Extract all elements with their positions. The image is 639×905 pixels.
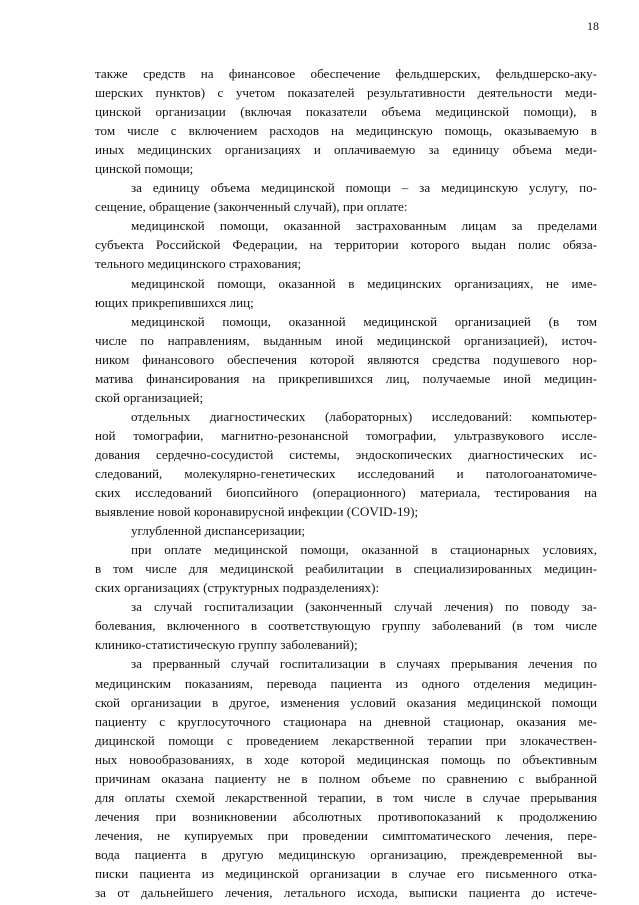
text-line: шерских пунктов) с учетом показателей результативности деятельности меди- [95, 85, 597, 101]
text-line: ской организации в другое, изменения условий оказания медицинской помощи [95, 694, 597, 710]
text-line: за единицу объема медицинской помощи – за медицинскую услугу, по- [131, 180, 597, 196]
text-line: за прерванный случай госпитализации в случаях прерывания лечения по [131, 656, 597, 672]
text-line: лечения, не купируемых при проведении симптоматического лечения, пере- [95, 827, 597, 843]
text-line: медицинской помощи, оказанной медицинской организацией (в том [131, 313, 597, 329]
text-line: в том числе для медицинской реабилитации в специализированных медицин- [95, 561, 597, 577]
text-line: при оплате медицинской помощи, оказанной в стационарных условиях, [131, 542, 597, 558]
text-line: ных новообразованиях, в ходе которой медицинская помощь по объективным [95, 751, 597, 767]
text-line: вода пациента в другую медицинскую организацию, преждевременной вы- [95, 846, 597, 862]
text-line: ющих прикрепившихся лиц; [95, 294, 254, 310]
text-line: отдельных диагностических (лабораторных) исследований: компьютер- [131, 408, 597, 424]
text-line: медицинской помощи, оказанной застрахованным лицам за пределами [131, 218, 597, 234]
text-line: для оплаты схемой лекарственной терапии, в том числе в случае прерывания [95, 789, 597, 805]
text-line: том числе с включением расходов на медицинскую помощь, оказываемую в [95, 123, 597, 139]
text-line: также средств на финансовое обеспечение фельдшерских, фельдшерско-аку- [95, 66, 597, 81]
text-line: тельного медицинского страхования; [95, 256, 302, 272]
text-line: цинской помощи; [95, 161, 194, 177]
text-line: дицинской помощи с проведением лекарственной терапии при злокачествен- [95, 732, 597, 748]
text-line: дования сердечно-сосудистой системы, эндоскопических диагностических ис- [95, 446, 597, 462]
text-line: углубленной диспансеризации; [131, 523, 305, 539]
text-line: за случай госпитализации (законченный случай лечения) по поводу за- [131, 599, 597, 615]
text-line: причинам оказана пациенту не в полном объеме по сравнению с выбранной [95, 770, 597, 786]
text-line: медицинским показаниям, перевода пациента из одного отделения медицин- [95, 675, 597, 691]
text-line: ником финансового обеспечения которой являются средства подушевого нор- [95, 351, 597, 367]
text-line: цинской организации (включая показатели объема медицинской помощи), в [95, 104, 597, 120]
text-line: иных медицинских организациях и оплачиваемую за единицу объема меди- [95, 142, 597, 158]
text-line: пациенту с круглосуточного стационара на дневной стационар, оказания ме- [95, 713, 597, 729]
text-line: ских организациях (структурных подразделениях): [95, 580, 380, 596]
text-line: ской организацией; [95, 389, 204, 405]
text-line: следований, молекулярно-генетических исследований и патологоанатомиче- [95, 465, 597, 481]
text-line: выявление новой коронавирусной инфекции (COVID-19); [95, 504, 419, 520]
text-line: медицинской помощи, оказанной в медицинских организациях, не име- [131, 275, 597, 291]
text-line: болевания, включенного в соответствующую группу заболеваний (в том числе [95, 618, 597, 634]
text-line: клинико-статистическую группу заболеваний); [95, 637, 358, 653]
text-line: числе по направлениям, выданным иной медицинской организацией), источ- [95, 332, 597, 348]
text-line: матива финансирования на прикрепившихся лиц, получаемые иной медицин- [95, 370, 597, 386]
text-line: ских исследований биопсийного (операционного) материала, тестирования на [95, 485, 597, 501]
text-line: сещение, обращение (законченный случай), при оплате: [95, 199, 408, 215]
text-line: за от дальнейшего лечения, летального исхода, выписки пациента до истече- [95, 885, 597, 901]
text-line: ной томографии, магнитно-резонансной томографии, ультразвукового иссле- [95, 427, 597, 443]
text-line: субъекта Российской Федерации, на территории которого выдан полис обяза- [95, 237, 597, 253]
body-text [95, 64, 597, 902]
text-line: лечения при возникновении абсолютных противопоказаний к продолжению [95, 808, 597, 824]
page-number: 18 [587, 19, 599, 33]
text-line: писки пациента из медицинской организации в случае его письменного отка- [95, 865, 597, 881]
